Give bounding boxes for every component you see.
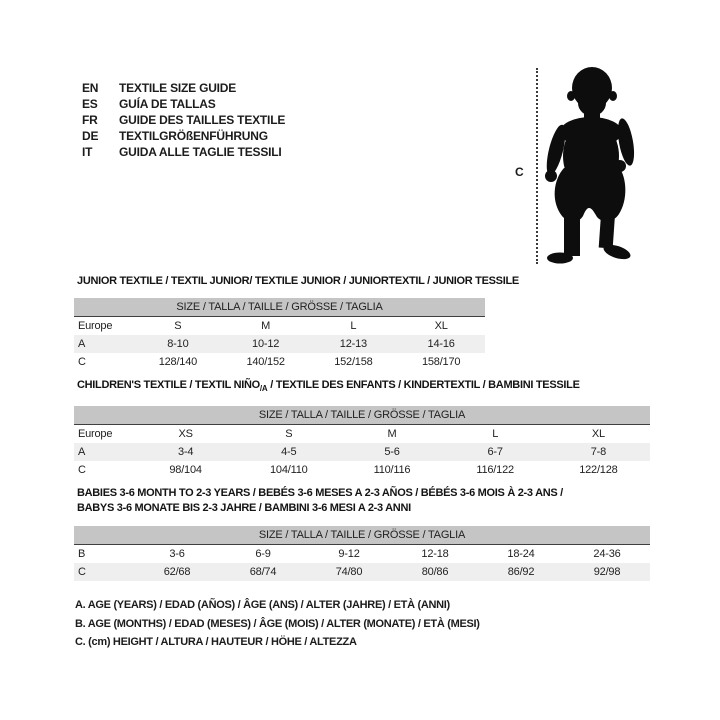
cell-value: 92/98 [564, 563, 650, 581]
size-bar-label: SIZE / TALLA / TAILLE / GRÖSSE / TAGLIA [74, 406, 650, 425]
size-bar-row [74, 406, 650, 425]
size-table [74, 526, 650, 581]
language-row-de [82, 128, 285, 144]
table-title [74, 274, 519, 289]
cell-value: 128/140 [158, 356, 198, 368]
size-bar-row [74, 526, 650, 545]
language-title: TEXTILGRÖßENFÜHRUNG [119, 129, 268, 143]
cell-value: 12-13 [310, 335, 398, 353]
table-title [74, 486, 650, 516]
cell-value: 6-9 [255, 548, 271, 560]
size-table [74, 298, 485, 371]
size-table-block-0 [74, 274, 519, 371]
cell-value: 68/74 [220, 563, 306, 581]
table-title [74, 378, 650, 396]
language-row-it [82, 144, 285, 160]
cell-value: M [261, 320, 271, 332]
size-table-block-2 [74, 486, 650, 581]
row-label: A [74, 443, 134, 461]
cell-value: 98/104 [169, 464, 202, 477]
table-row-c [74, 563, 650, 581]
cell-value: 7-8 [547, 443, 650, 461]
cell-value: 6-7 [444, 443, 547, 461]
cell-value: 8-10 [134, 335, 222, 353]
row-label: Europe [78, 320, 113, 332]
cell-value: 3-4 [134, 443, 237, 461]
baby-silhouette-icon [538, 62, 640, 264]
language-title: GUIDA ALLE TAGLIE TESSILI [119, 145, 282, 159]
cell-value: 18-24 [507, 548, 535, 560]
cell-value: S [285, 428, 293, 441]
language-code: DE [82, 129, 99, 143]
table-title-line [77, 378, 650, 396]
table-row-b [74, 545, 650, 564]
cell-value: 5-6 [340, 443, 443, 461]
language-code: ES [82, 97, 98, 111]
cell-value: 3-6 [169, 548, 185, 560]
table-row-a [74, 335, 485, 353]
row-label: C [78, 464, 86, 477]
cell-value: 140/152 [246, 356, 285, 368]
language-code: FR [82, 113, 98, 127]
legend-line-0: A. AGE (YEARS) / EDAD (AÑOS) / ÂGE (ANS) / ALTER (JAHRE) / ETÀ (ANNI) [75, 599, 450, 611]
cell-value: 110/116 [373, 464, 411, 477]
subscript-text: /A [259, 384, 268, 394]
title-text: CHILDREN'S TEXTILE / TEXTIL NIÑO [77, 379, 260, 391]
cell-value: 9-12 [338, 548, 360, 560]
language-code: EN [82, 81, 99, 95]
table-title-line [77, 274, 519, 289]
title-text: BABIES 3-6 MONTH TO 2-3 YEARS / BEBÉS 3-6 MESES A 2-3 AÑOS / BÉBÉS 3-6 MOIS À 2-3 ANS / [77, 487, 563, 499]
title-text: BABYS 3-6 MONATE BIS 2-3 JAHRE / BAMBINI 3-6 MESI A 2-3 ANNI [77, 502, 411, 514]
table-row-c [74, 461, 650, 479]
cell-value: 122/128 [579, 464, 618, 477]
cell-value: S [174, 320, 182, 332]
cell-value: 24-36 [593, 548, 621, 560]
row-label: C [78, 356, 86, 368]
language-row-fr [82, 112, 285, 128]
height-c-label: C [515, 165, 524, 179]
cell-value: 158/170 [421, 356, 461, 368]
row-label: A [74, 335, 134, 353]
cell-value: 86/92 [478, 563, 564, 581]
cell-value: XS [178, 428, 193, 441]
baby-figure [508, 62, 648, 268]
row-label: B [78, 548, 86, 560]
cell-value: 14-16 [397, 335, 485, 353]
size-table [74, 406, 650, 479]
cell-value: L [350, 320, 357, 332]
cell-value: 62/68 [134, 563, 220, 581]
table-row-a [74, 443, 650, 461]
table-title-line [77, 501, 650, 516]
language-title: TEXTILE SIZE GUIDE [119, 81, 237, 95]
cell-value: 104/110 [270, 464, 308, 477]
language-row-en [82, 80, 285, 96]
language-title: GUÍA DE TALLAS [119, 97, 216, 111]
cell-value: XL [434, 320, 448, 332]
size-bar-label: SIZE / TALLA / TAILLE / GRÖSSE / TAGLIA [74, 526, 650, 545]
size-bar-row [74, 298, 485, 317]
table-row-c [74, 353, 485, 371]
cell-value: L [492, 428, 499, 441]
language-list [82, 80, 285, 160]
size-table-block-1 [74, 378, 650, 479]
title-text: JUNIOR TEXTILE / TEXTIL JUNIOR/ TEXTILE JUNIOR / JUNIORTEXTIL / JUNIOR TESSILE [77, 275, 519, 287]
table-row-europe [74, 317, 485, 336]
legend [75, 596, 480, 652]
cell-value: 116/122 [476, 464, 514, 477]
row-label: C [74, 563, 134, 581]
language-code: IT [82, 145, 93, 159]
language-title: GUIDE DES TAILLES TEXTILE [119, 113, 286, 127]
legend-line-1: B. AGE (MONTHS) / EDAD (MESES) / ÂGE (MOIS) / ALTER (MONATE) / ETÀ (MESI) [75, 617, 480, 630]
cell-value: M [387, 428, 397, 441]
cell-value: 12-18 [421, 548, 449, 560]
legend-line-2: C. (cm) HEIGHT / ALTURA / HAUTEUR / HÖHE / ALTEZZA [75, 636, 357, 648]
cell-value: XL [591, 428, 605, 441]
language-row-es [82, 96, 285, 112]
row-label: Europe [78, 428, 113, 441]
cell-value: 10-12 [222, 335, 310, 353]
size-bar-label: SIZE / TALLA / TAILLE / GRÖSSE / TAGLIA [74, 298, 485, 317]
table-row-europe [74, 425, 650, 444]
table-title-line [77, 486, 650, 501]
cell-value: 152/158 [334, 356, 373, 368]
cell-value: 4-5 [237, 443, 340, 461]
cell-value: 80/86 [392, 563, 478, 581]
cell-value: 74/80 [306, 563, 392, 581]
title-text: / TEXTILE DES ENFANTS / KINDERTEXTIL / BAMBINI TESSILE [267, 379, 580, 391]
